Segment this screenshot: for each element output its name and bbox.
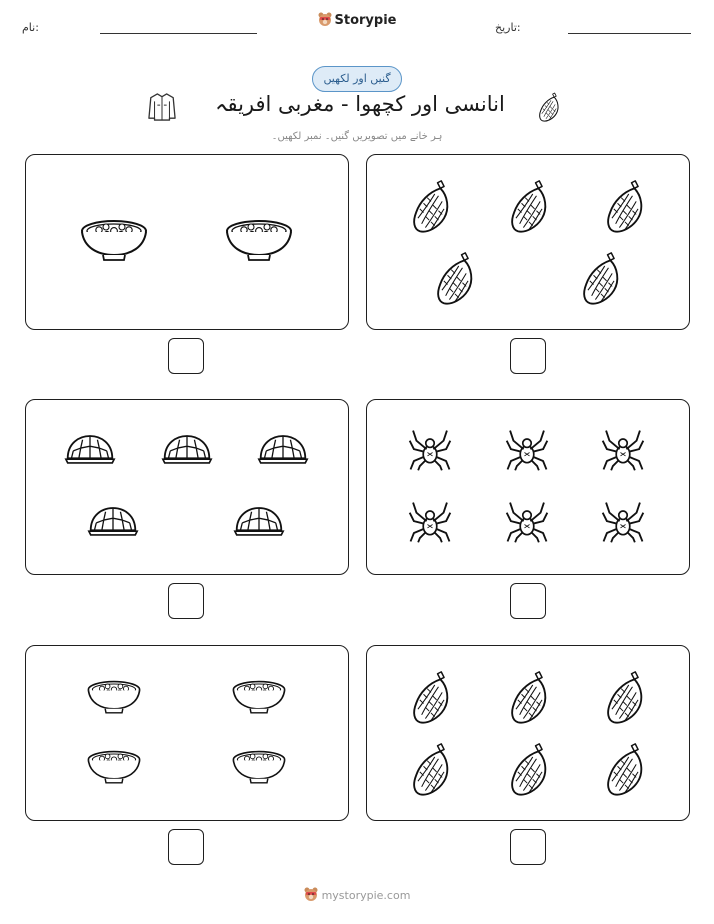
count-panel-spiders-6 (366, 399, 690, 575)
bear-logo-icon (304, 887, 318, 902)
spider-icon (601, 500, 645, 544)
answer-box[interactable] (510, 338, 546, 374)
answer-box[interactable] (168, 338, 204, 374)
spider-icon (505, 500, 549, 544)
stew-bowl-icon (86, 676, 142, 716)
pineapple-icon (577, 251, 625, 307)
pineapple-icon (505, 670, 553, 726)
name-label: نام: (22, 21, 39, 34)
answer-box[interactable] (510, 583, 546, 619)
activity-badge: گنیں اور لکھیں (312, 66, 402, 92)
count-panel-pineapples-5 (366, 154, 690, 330)
bear-logo-icon (318, 12, 332, 27)
pineapple-icon (536, 92, 562, 123)
spider-icon (408, 500, 452, 544)
date-label: تاریخ: (495, 21, 521, 34)
tortoise-shell-icon (257, 432, 309, 466)
name-write-line[interactable] (100, 33, 257, 34)
instructions: ہر خانے میں تصویریں گنیں۔ نمبر لکھیں۔ (271, 131, 443, 142)
answer-box[interactable] (168, 583, 204, 619)
tortoise-shell-icon (233, 504, 285, 538)
pineapple-icon (601, 670, 649, 726)
stew-bowl-icon (224, 215, 294, 263)
spider-icon (408, 428, 452, 472)
pineapple-icon (505, 179, 553, 235)
brand-name: Storypie (334, 13, 397, 28)
pineapple-icon (407, 179, 455, 235)
tortoise-shell-icon (64, 432, 116, 466)
tortoise-shell-icon (87, 504, 139, 538)
jacket-icon (148, 92, 176, 122)
pineapple-icon (407, 742, 455, 798)
answer-box[interactable] (168, 829, 204, 865)
count-panel-pineapples-6 (366, 645, 690, 821)
count-panel-shells-5 (25, 399, 349, 575)
date-write-line[interactable] (568, 33, 691, 34)
spider-icon (601, 428, 645, 472)
footer-url[interactable]: mystorypie.com (321, 889, 411, 902)
pineapple-icon (431, 251, 479, 307)
page-title: انانسی اور کچھوا - مغربی افریقہ (215, 92, 505, 116)
brand-logo (0, 12, 714, 28)
stew-bowl-icon (79, 215, 149, 263)
spider-icon (505, 428, 549, 472)
answer-box[interactable] (510, 829, 546, 865)
pineapple-icon (601, 742, 649, 798)
footer (0, 887, 714, 902)
count-panel-bowls-4 (25, 645, 349, 821)
count-panel-bowls-2 (25, 154, 349, 330)
pineapple-icon (601, 179, 649, 235)
stew-bowl-icon (86, 746, 142, 786)
stew-bowl-icon (231, 676, 287, 716)
tortoise-shell-icon (161, 432, 213, 466)
pineapple-icon (505, 742, 553, 798)
stew-bowl-icon (231, 746, 287, 786)
pineapple-icon (407, 670, 455, 726)
